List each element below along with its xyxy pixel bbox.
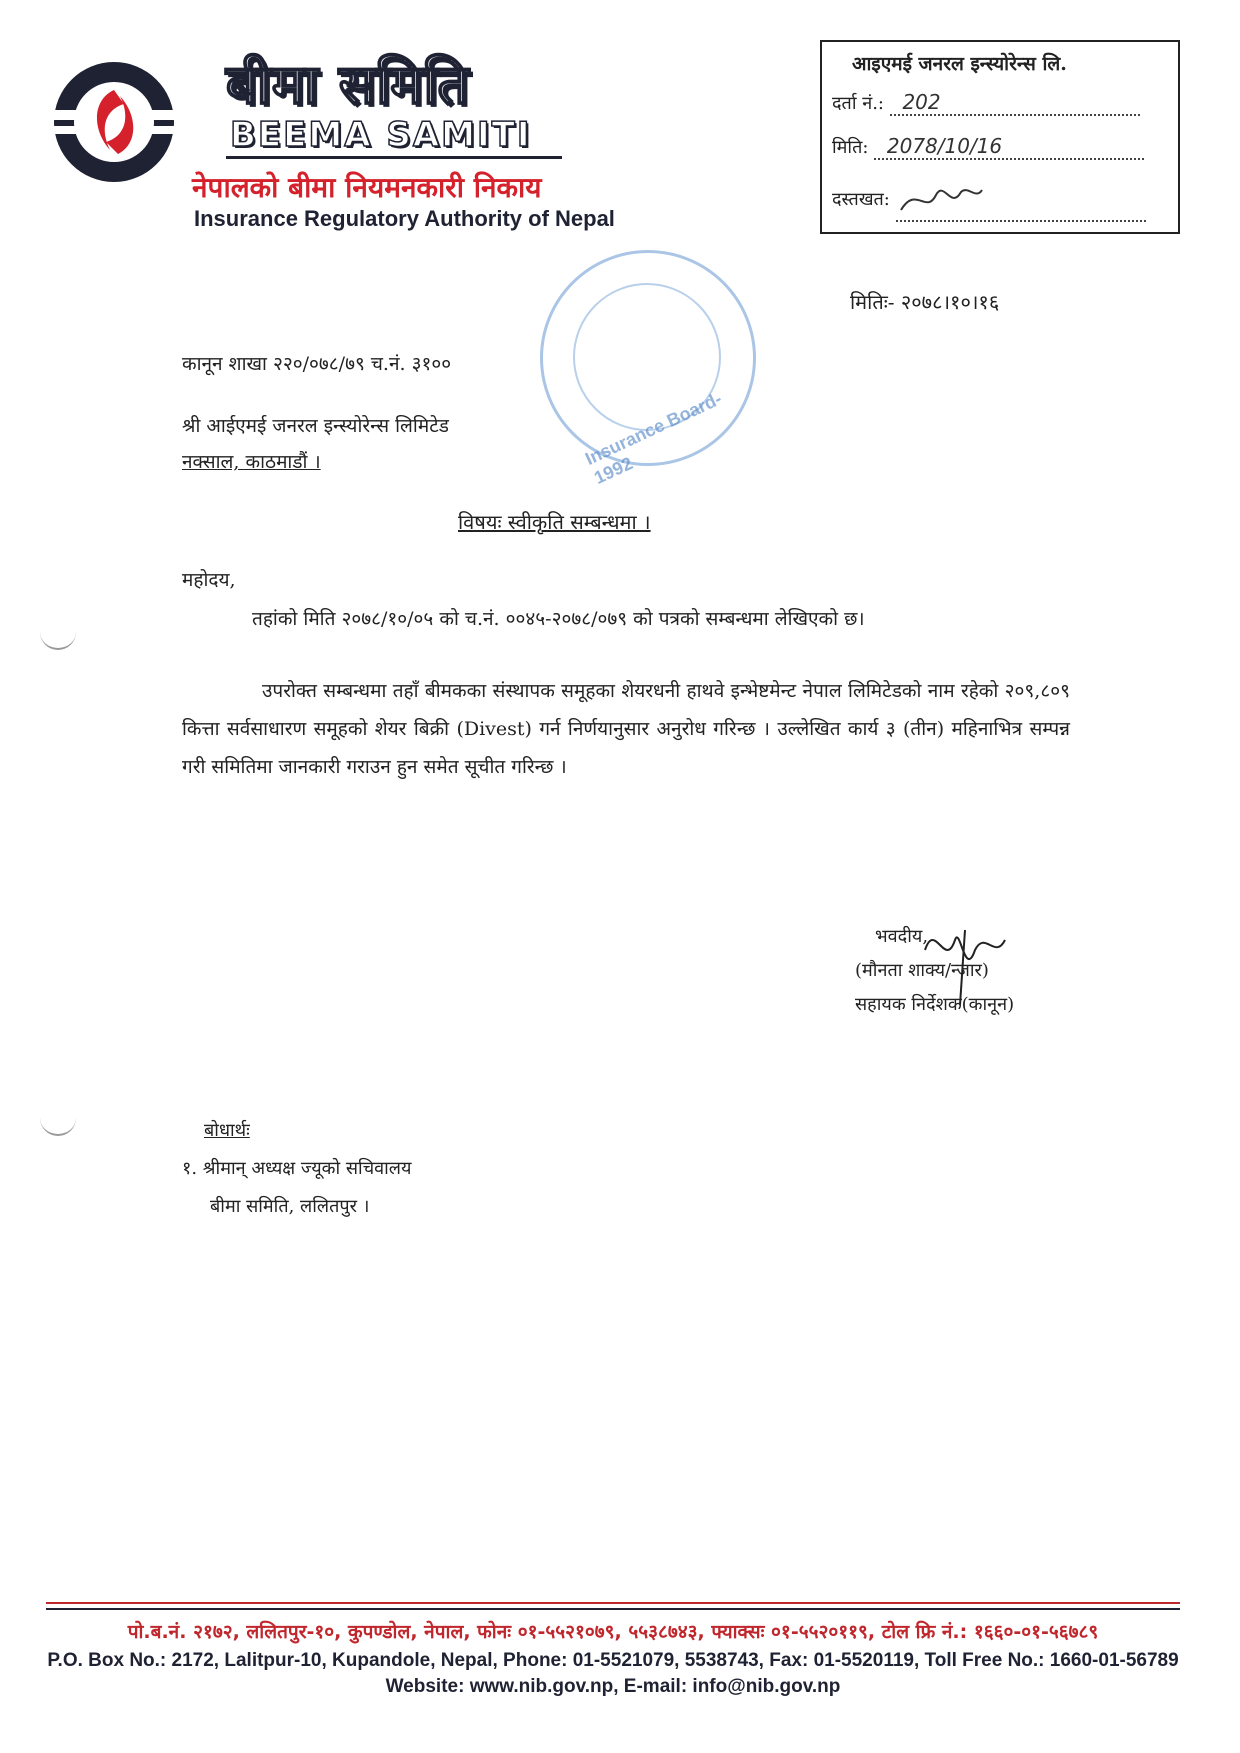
brand-name-english: BEEMA SAMITI [230, 115, 532, 155]
stamp-date-label: मिति: [832, 137, 869, 158]
brand-name-nepali: बीमा समिति [226, 53, 470, 116]
cc-item-1-address: बीमा समिति, ललितपुर । [210, 1196, 370, 1217]
stamp-date-row [832, 134, 1144, 160]
signatory-title: सहायक निर्देशक(कानून) [855, 994, 1015, 1015]
beema-samiti-logo [52, 60, 176, 184]
punch-hole-mark [40, 1118, 76, 1136]
body-paragraph-1: तहांको मिति २०७८/१०/०५ को च.नं. ००४५-२०७८/०७९ को पत्रको सम्बन्धमा लेखिएको छ। [252, 608, 865, 630]
brand-underline [226, 156, 562, 159]
footer-address-english: P.O. Box No.: 2172, Lalitpur-10, Kupandole, Nepal, Phone: 01-5521079, 5538743, Fax: 01-5520119, Toll Free No.: 1660-01-56789 [47, 1650, 1179, 1671]
stamp-company: आइएमई जनरल इन्स्योरेन्स लि. [852, 53, 1067, 75]
official-seal [540, 250, 756, 489]
receipt-stamp [820, 40, 1180, 234]
authority-name-nepali: नेपालको बीमा नियमनकारी निकाय [192, 171, 542, 204]
officer-signature [905, 910, 1025, 1010]
seal-text: Insurance Board-1992 [582, 388, 725, 489]
recipient-address: नक्साल, काठमाडौं । [182, 451, 321, 473]
stamp-signature-scribble [896, 180, 986, 220]
footer-website-email: Website: www.nib.gov.np, E-mail: info@nib.gov.np [385, 1676, 841, 1697]
stamp-signature-line [896, 180, 1146, 222]
authority-name-english: Insurance Regulatory Authority of Nepal [194, 206, 615, 231]
letter-reference: कानून शाखा २२०/०७८/७९ च.नं. ३१०० [182, 353, 452, 375]
signatory-name: (मौनता शाक्य/न्जार) [855, 960, 989, 981]
punch-hole-mark [40, 632, 76, 650]
letter-date: मितिः- २०७८।१०।१६ [850, 290, 1000, 314]
stamp-signature-label: दस्तखत: [832, 189, 890, 210]
cc-label: बोधार्थः [204, 1120, 250, 1141]
signature-block [855, 920, 1095, 1022]
stamp-signature-row [832, 180, 1146, 222]
stamp-darta-label: दर्ता नं.: [832, 93, 884, 114]
stamp-darta-value: 202 [890, 90, 1140, 116]
salutation: महोदय, [182, 569, 236, 591]
body-paragraph-2: उपरोक्त सम्बन्धमा तहाँ बीमकका संस्थापक समूहका शेयरधनी हाथवे इन्भेष्टमेन्ट नेपाल लिमिटेडको नाम रहेको २०९,८०९ कित्ता सर्वसाधारण समूहको शेयर बिक्री (Divest) गर्न निर्णयानुसार अनुरोध गरिन्छ । उल्लेखित कार्य ३ (तीन) महिनाभित्र सम्पन्न गरी समितिमा जानकारी गराउन हुन समेत सूचीत गरिन्छ । [182, 680, 1070, 778]
letter-subject: विषयः स्वीकृति सम्बन्धमा । [458, 510, 651, 534]
signature-closing: भवदीय, [875, 926, 929, 947]
footer-rule-red [46, 1602, 1180, 1604]
recipient-name: श्री आईएमई जनरल इन्स्योरेन्स लिमिटेड [182, 415, 449, 437]
cc-item-1: १. श्रीमान् अध्यक्ष ज्यूको सचिवालय [182, 1158, 412, 1179]
stamp-darta-row [832, 90, 1140, 116]
stamp-date-value: 2078/10/16 [874, 134, 1144, 160]
footer-rule-navy [46, 1608, 1180, 1610]
footer-address-nepali: पो.ब.नं. २१७२, ललितपुर-१०, कुपण्डोल, नेपाल, फोनः ०१-५५२१०७९, ५५३८७४३, फ्याक्सः ०१-५५२०११९, टोल फ्रि नं.: १६६०-०१-५६७८९ [127, 1621, 1099, 1643]
